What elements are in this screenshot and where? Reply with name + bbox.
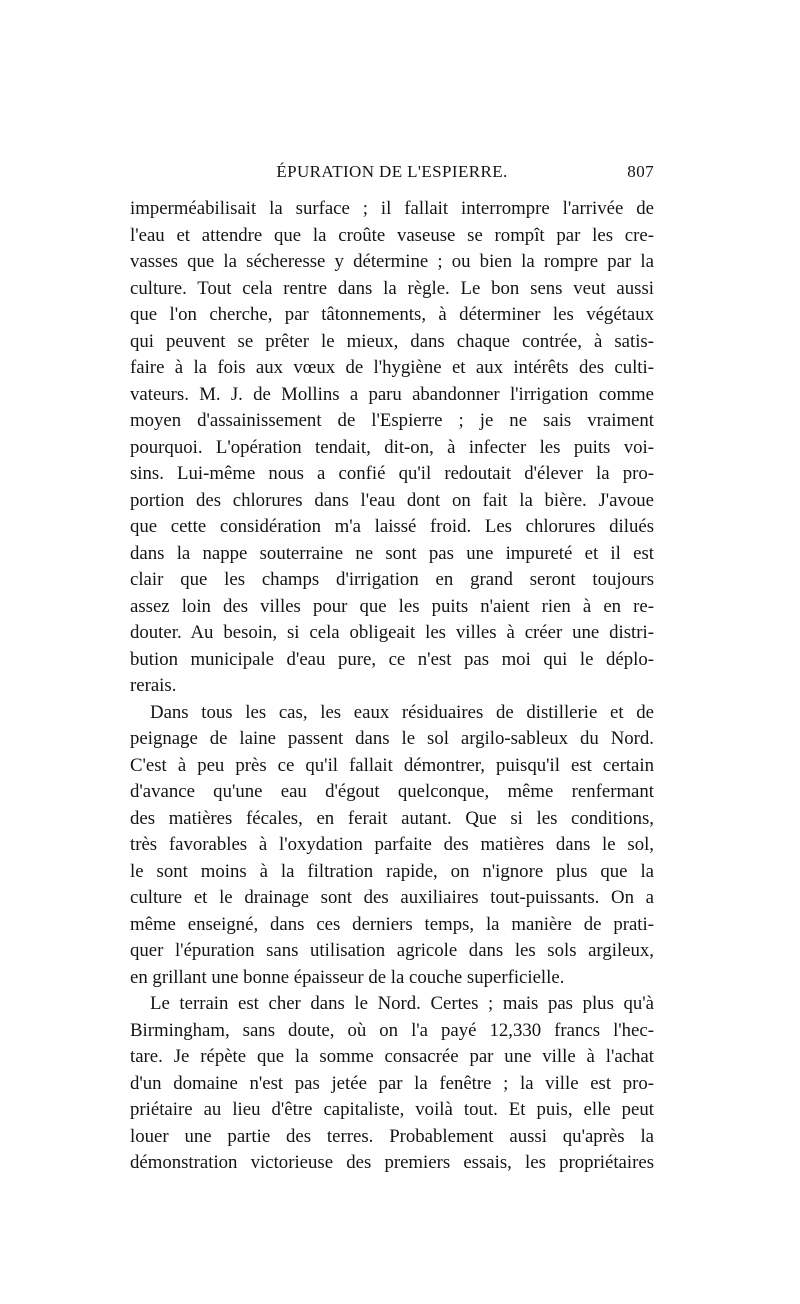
text-line: d'avance qu'une eau d'égout quelconque, même renfermant [130,781,654,802]
text-line: en grillant une bonne épaisseur de la couche superficielle. [130,966,565,988]
text-line: douter. Au besoin, si cela obligeait les villes à créer une distri- [130,622,654,643]
text-line: vasses que la sécheresse y détermine ; ou bien la rompre par la [130,251,654,272]
text-line: louer une partie des terres. Probablement aussi qu'après la [130,1125,654,1147]
text-line: des matières fécales, en ferait autant. Que si les conditions, [130,807,654,829]
text-line: qui peuvent se prêter le mieux, dans chaque contrée, à satis- [130,330,654,352]
text-line: Birmingham, sans doute, où on l'a payé 12,330 francs l'hec- [130,1019,654,1041]
text-line: moyen d'assainissement de l'Espierre ; je ne sais vraiment [130,410,654,431]
running-header [130,158,654,188]
text-line: dans la nappe souterraine ne sont pas une impureté et il est [130,542,654,564]
text-line: peignage de laine passent dans le sol argilo-sableux du Nord. [130,728,654,749]
text-line: sins. Lui-même nous a confié qu'il redoutait d'élever la pro- [130,463,654,484]
text-line: bution municipale d'eau pure, ce n'est pas moi qui le déplo- [130,648,654,670]
text-line: démonstration victorieuse des premiers essais, les propriétaires [130,1152,654,1173]
text-line: culture et le drainage sont des auxiliaires tout-puissants. On a [130,887,654,908]
text-line: tare. Je répète que la somme consacrée par une ville à l'achat [130,1046,654,1067]
body-text [130,196,654,1177]
text-line: Le terrain est cher dans le Nord. Certes ; mais pas plus qu'à [150,993,654,1014]
text-line: Dans tous les cas, les eaux résiduaires de distillerie et de [150,701,654,723]
text-line: très favorables à l'oxydation parfaite des matières dans le sol, [130,834,654,855]
text-line: d'un domaine n'est pas jetée par la fenêtre ; la ville est pro- [130,1072,654,1094]
text-line: culture. Tout cela rentre dans la règle. Le bon sens veut aussi [130,277,654,299]
text-line: le sont moins à la filtration rapide, on n'ignore plus que la [130,860,654,882]
text-line: vateurs. M. J. de Mollins a paru abandonner l'irrigation comme [130,383,654,405]
text-line: C'est à peu près ce qu'il fallait démontrer, puisqu'il est certain [130,754,654,776]
text-line: l'eau et attendre que la croûte vaseuse se rompît par les cre- [130,224,654,246]
text-line: pourquoi. L'opération tendait, dit-on, à infecter les puits voi- [130,436,654,458]
page-number: 807 [627,162,654,181]
text-line: que l'on cherche, par tâtonnements, à déterminer les végétaux [130,304,654,325]
text-line: assez loin des villes pour que les puits n'aient rien à en re- [130,595,654,617]
text-line: clair que les champs d'irrigation en grand seront toujours [130,569,654,590]
text-line: priétaire au lieu d'être capitaliste, voilà tout. Et puis, elle peut [130,1099,654,1120]
text-line: rerais. [130,675,177,696]
text-line: portion des chlorures dans l'eau dont on fait la bière. J'avoue [130,489,654,511]
text-line: quer l'épuration sans utilisation agricole dans les sols argileux, [130,940,654,961]
text-line: imperméabilisait la surface ; il fallait interrompre l'arrivée de [130,198,654,219]
text-line: même enseigné, dans ces derniers temps, la manière de prati- [130,913,654,935]
text-line: que cette considération m'a laissé froid. Les chlorures dilués [130,516,654,537]
running-title: ÉPURATION DE L'ESPIERRE. [276,162,508,181]
text-line: faire à la fois aux vœux de l'hygiène et aux intérêts des culti- [130,357,654,378]
